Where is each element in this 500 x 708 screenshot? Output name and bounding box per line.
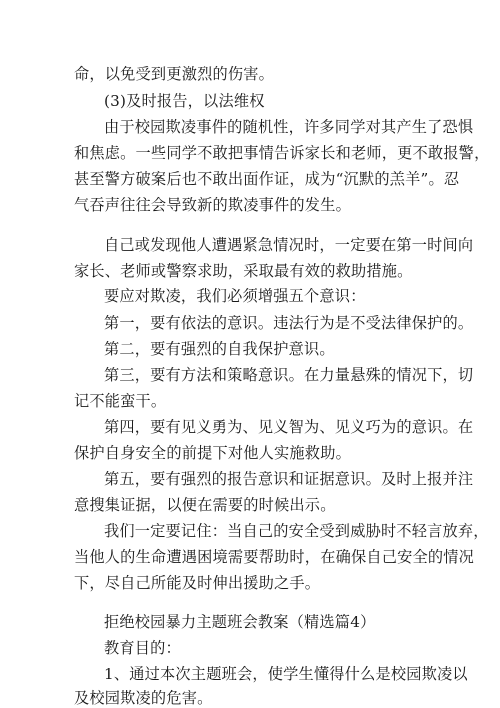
- text-line: 记不能蛮干。: [74, 392, 167, 410]
- text-line: 第四，要有见义勇为、见义智为、见义巧为的意识。在: [104, 418, 474, 436]
- text-line: 当他人的生命遭遇困境需要帮助时，在确保自己安全的情况: [74, 548, 475, 566]
- text-line: 第三，要有方法和策略意识。在力量悬殊的情况下，切: [104, 366, 474, 384]
- text-line: 和焦虑。一些同学不敢把事情告诉家长和老师，更不敢报警，: [74, 144, 490, 162]
- text-line: 我们一定要记住：当自己的安全受到威胁时不轻言放弃，: [104, 522, 489, 540]
- text-line: 意搜集证据，以便在需要的时候出示。: [74, 496, 336, 514]
- text-line: 第五，要有强烈的报告意识和证据意识。及时上报并注: [104, 470, 474, 488]
- text-line: 第二，要有强烈的自我保护意识。: [104, 340, 335, 358]
- section-heading: 拒绝校园暴力主题班会教案（精选篇4）: [104, 613, 376, 631]
- text-line: 教育目的：: [104, 639, 181, 657]
- text-line: 要应对欺凌，我们必须增强五个意识：: [104, 287, 366, 305]
- text-line: 第一，要有依法的意识。违法行为是不受法律保护的。: [104, 314, 474, 332]
- text-line: 气吞声往往会导致新的欺凌事件的发生。: [74, 196, 351, 214]
- section-heading: (3)及时报告，以法维权: [104, 92, 265, 110]
- text-line: 保护自身安全的前提下对他人实施救助。: [74, 444, 351, 462]
- text-line: 1、通过本次主题班会，使学生懂得什么是校园欺凌以: [104, 665, 468, 683]
- text-line: 自己或发现他人遭遇紧急情况时，一定要在第一时间向: [104, 236, 474, 254]
- text-line: 甚至警方破案后也不敢出面作证，成为“沉默的羔羊”。忍: [74, 170, 460, 188]
- text-line: 由于校园欺凌事件的随机性，许多同学对其产生了恐惧: [104, 118, 474, 136]
- text-line: 下，尽自己所能及时伸出援助之手。: [74, 574, 321, 592]
- text-line: 及校园欺凌的危害。: [74, 689, 213, 707]
- text-line: 命，以免受到更激烈的伤害。: [74, 65, 275, 83]
- text-line: 家长、老师或警察求助，采取最有效的救助措施。: [74, 262, 413, 280]
